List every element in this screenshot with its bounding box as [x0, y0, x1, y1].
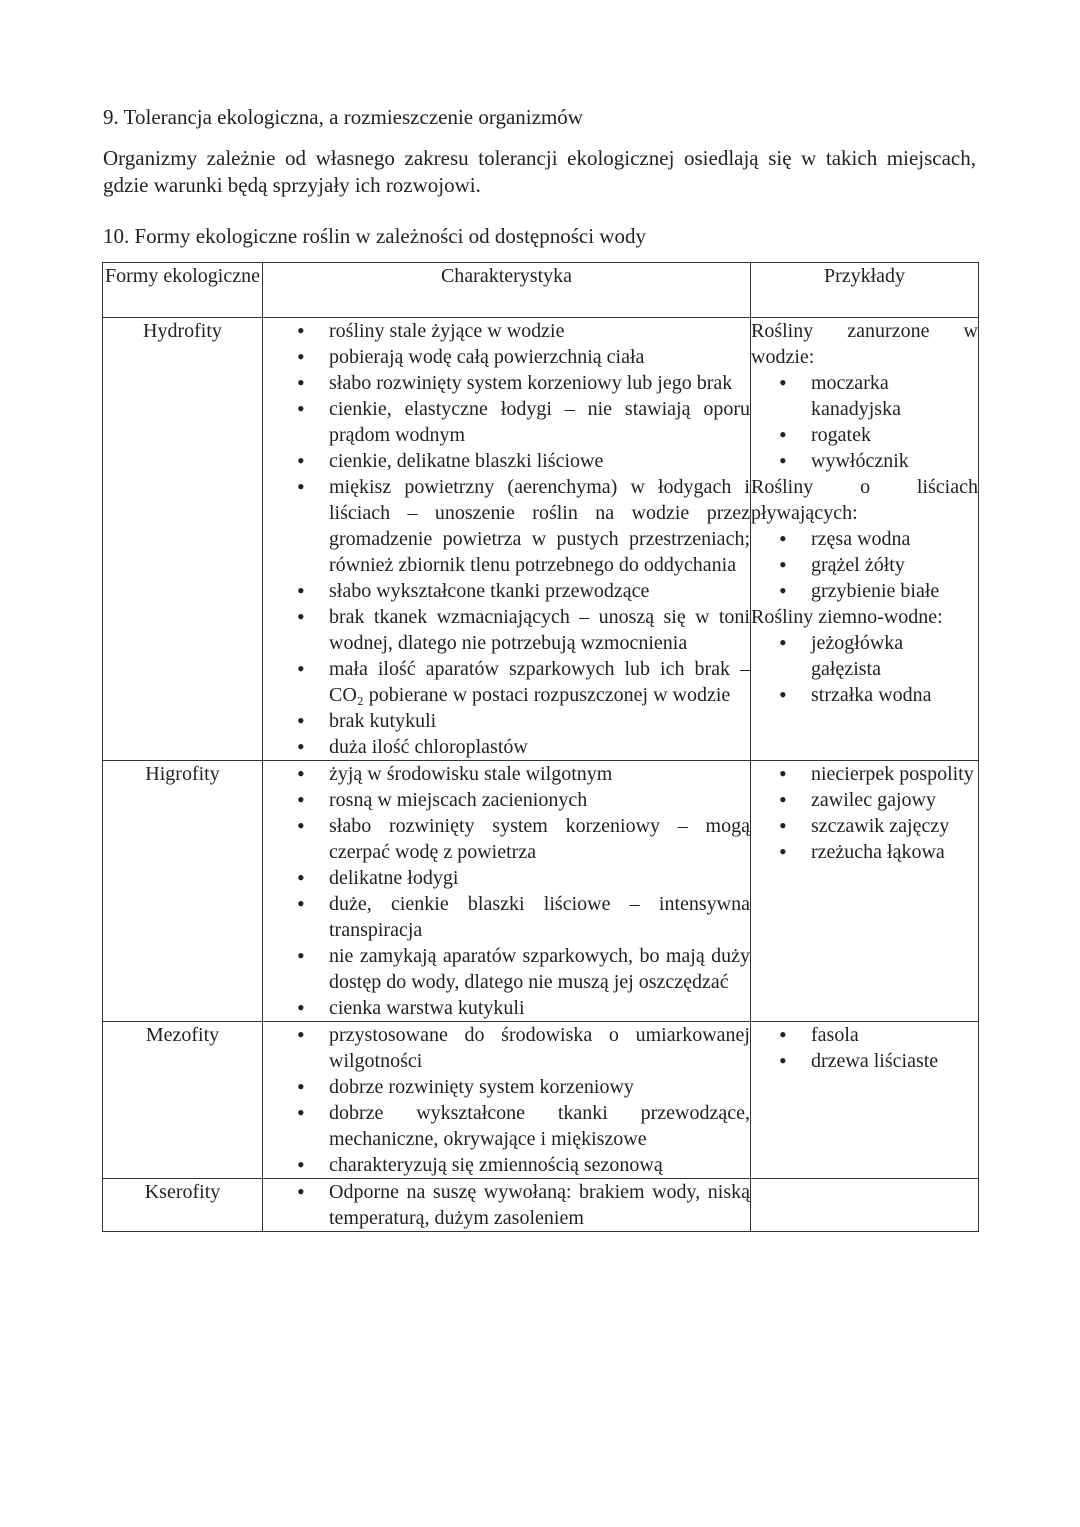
examples-cell: [751, 761, 979, 1022]
example-group-label: Rośliny ziemno-wodne:: [751, 606, 943, 628]
list-item: • pobierają wodę całą powierzchnią ciała: [263, 344, 750, 370]
examples-cell: [751, 1022, 979, 1179]
characteristics-list: [263, 1022, 750, 1178]
list-item: • charakteryzują się zmiennością sezonową: [263, 1152, 750, 1178]
example-group-label: Rośliny o liściach pływających:: [751, 476, 978, 524]
list-item: • słabo wykształcone tkanki przewodzące: [263, 578, 750, 604]
list-item: • cienka warstwa kutykuli: [263, 995, 750, 1021]
list-item: • dobrze rozwinięty system korzeniowy: [263, 1074, 750, 1100]
list-item: • przystosowane do środowiska o umiarkowanej wilgotności: [263, 1022, 750, 1074]
example-item: • wywłócznik: [751, 448, 978, 474]
example-item: • zawilec gajowy: [751, 787, 978, 813]
examples-list: [751, 526, 978, 604]
section-9-heading: 9. Tolerancja ekologiczna, a rozmieszczenie organizmów: [103, 105, 583, 129]
example-item: • strzałka wodna: [751, 682, 978, 708]
examples-list: [751, 761, 978, 865]
header-examples: Przykłady: [751, 263, 979, 318]
section-9-paragraph: Organizmy zależnie od własnego zakresu tolerancji ekologicznej osiedlają się w takich miejscach, gdzie warunki będą sprzyjały ich rozwojowi.: [103, 146, 976, 197]
list-item: • duża ilość chloroplastów: [263, 734, 750, 760]
list-item: • miękisz powietrzny (aerenchyma) w łodygach i liściach – unoszenie roślin na wodzie przez gromadzenie powietrza w pustych przestrzeniach; również zbiornik tlenu potrzebnego do oddychania: [263, 474, 750, 578]
list-item: • rośliny stale żyjące w wodzie: [263, 318, 750, 344]
table-row: [103, 318, 979, 761]
form-name-hydrofity: Hydrofity: [103, 318, 263, 761]
examples-cell: [751, 318, 979, 761]
list-item: • żyją w środowisku stale wilgotnym: [263, 761, 750, 787]
characteristics-cell: [263, 1022, 751, 1179]
list-item: • dobrze wykształcone tkanki przewodzące, mechaniczne, okrywające i miękiszowe: [263, 1100, 750, 1152]
list-item: • słabo rozwinięty system korzeniowy – mogą czerpać wodę z powietrza: [263, 813, 750, 865]
ecological-forms-table: [102, 262, 979, 1232]
example-item: • szczawik zajęczy: [751, 813, 978, 839]
example-item: • rzeżucha łąkowa: [751, 839, 978, 865]
list-item: • Odporne na suszę wywołaną: brakiem wody, niską temperaturą, dużym zasoleniem: [263, 1179, 750, 1231]
section-10-heading: 10. Formy ekologiczne roślin w zależności od dostępności wody: [103, 224, 646, 248]
example-item: • drzewa liściaste: [751, 1048, 978, 1074]
example-item: • moczarka kanadyjska: [751, 370, 978, 422]
list-item: • brak kutykuli: [263, 708, 750, 734]
characteristics-cell: [263, 318, 751, 761]
list-item: • duże, cienkie blaszki liściowe – intensywna transpiracja: [263, 891, 750, 943]
list-item: • cienkie, delikatne blaszki liściowe: [263, 448, 750, 474]
form-name-kserofity: Kserofity: [103, 1179, 263, 1232]
examples-list: [751, 370, 978, 474]
characteristics-cell: [263, 1179, 751, 1232]
example-item: • niecierpek pospolity: [751, 761, 978, 787]
header-characteristics: Charakterystyka: [263, 263, 751, 318]
list-item: • mała ilość aparatów szparkowych lub ich brak – CO₂ pobierane w postaci rozpuszczonej w wodzie: [263, 656, 750, 708]
example-group-label: Rośliny zanurzone w wodzie:: [751, 320, 978, 368]
table-row: [103, 761, 979, 1022]
list-item: • delikatne łodygi: [263, 865, 750, 891]
example-item: • jeżogłówka gałęzista: [751, 630, 978, 682]
table-header-row: [103, 263, 979, 318]
list-item: • rosną w miejscach zacienionych: [263, 787, 750, 813]
example-item: • fasola: [751, 1022, 978, 1048]
table-row: [103, 1022, 979, 1179]
header-forms: Formy ekologiczne: [103, 263, 263, 318]
example-item: • grążel żółty: [751, 552, 978, 578]
examples-list: [751, 1022, 978, 1074]
example-item: • grzybienie białe: [751, 578, 978, 604]
characteristics-list: [263, 761, 750, 1021]
characteristics-list: [263, 1179, 750, 1231]
characteristics-cell: [263, 761, 751, 1022]
example-item: • rzęsa wodna: [751, 526, 978, 552]
characteristics-list: [263, 318, 750, 760]
list-item: • brak tkanek wzmacniających – unoszą się w toni wodnej, dlatego nie potrzebują wzmocnienia: [263, 604, 750, 656]
list-item: • cienkie, elastyczne łodygi – nie stawiają oporu prądom wodnym: [263, 396, 750, 448]
form-name-higrofity: Higrofity: [103, 761, 263, 1022]
table-row: [103, 1179, 979, 1232]
list-item: • słabo rozwinięty system korzeniowy lub jego brak: [263, 370, 750, 396]
examples-list: [751, 630, 978, 708]
list-item: • nie zamykają aparatów szparkowych, bo mają duży dostęp do wody, dlatego nie muszą jej oszczędzać: [263, 943, 750, 995]
examples-cell: [751, 1179, 979, 1232]
form-name-mezofity: Mezofity: [103, 1022, 263, 1179]
example-item: • rogatek: [751, 422, 978, 448]
